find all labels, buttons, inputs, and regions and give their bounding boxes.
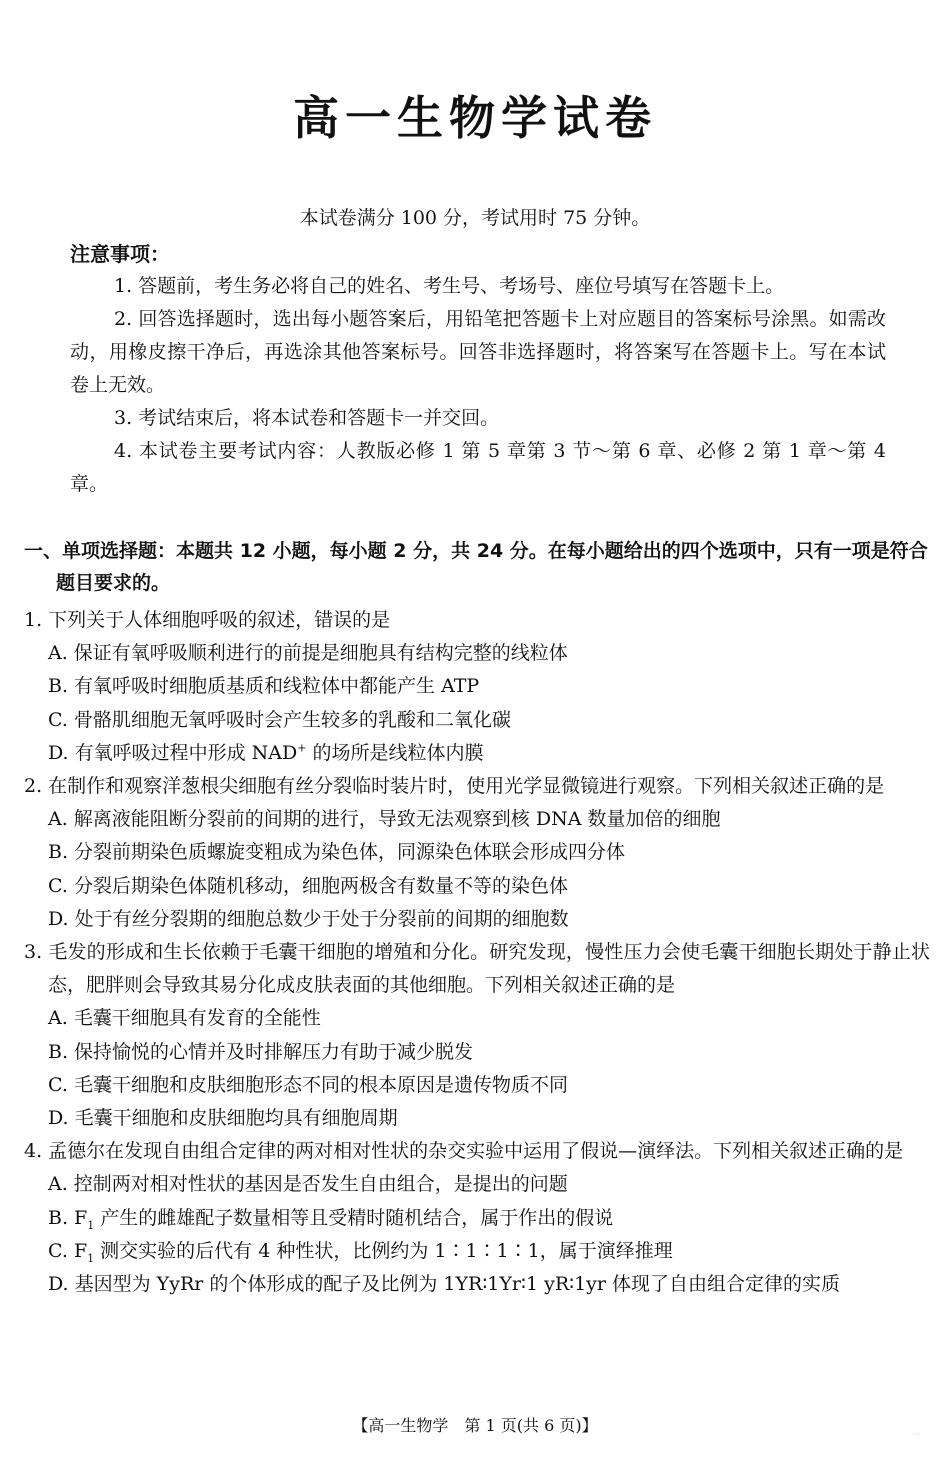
option-text: D. 有氧呼吸过程中形成 NAD [48,741,298,764]
option-c: C. 骨骼肌细胞无氧呼吸时会产生较多的乳酸和二氧化碳 [48,708,511,731]
option-c: C. 毛囊干细胞和皮肤细胞形态不同的根本原因是遗传物质不同 [48,1073,568,1096]
question-4 [24,1135,930,1301]
subscript: 1 [87,1251,95,1265]
notice-item: 1. 答题前，考生务必将自己的姓名、考生号、考场号、座位号填写在答题卡上。 [114,275,785,297]
question-3 [24,936,930,1135]
option-text: 产生的雌雄配子数量相等且受精时随机结合，属于作出的假说 [94,1206,614,1229]
option-text: C. F [48,1239,88,1262]
question-stem: 1. 下列关于人体细胞呼吸的叙述，错误的是 [24,609,391,631]
option-d [24,737,930,770]
option-a: A. 控制两对相对性状的基因是否发生自由组合，是提出的问题 [48,1173,568,1196]
exam-info: 本试卷满分 100 分，考试用时 75 分钟。 [299,207,651,229]
section-heading: 一、单项选择题：本题共 12 小题，每小题 2 分，共 24 分。在每小题给出的四个选项中，只有一项是符合题目要求的。 [24,540,928,594]
option-d: D. 处于有丝分裂期的细胞总数少于处于分裂前的间期的细胞数 [48,907,569,930]
option-c: C. 分裂后期染色体随机移动，细胞两极含有数量不等的染色体 [48,874,568,897]
question-stem: 2. 在制作和观察洋葱根尖细胞有丝分裂临时装片时，使用光学显微镜进行观察。下列相关叙述正确的是 [24,775,885,798]
option-b [24,1202,930,1235]
subscript: 1 [87,1218,95,1232]
question-list [24,604,930,1301]
notice-heading: 注意事项： [70,242,170,266]
option-d: D. 基因型为 YyRr 的个体形成的配子及比例为 1YR∶1Yr∶1 yR∶1yr 体现了自由组合定律的实质 [48,1273,841,1296]
option-d: D. 毛囊干细胞和皮肤细胞均具有细胞周期 [48,1107,398,1130]
option-b: B. 保持愉悦的心情并及时排解压力有助于减少脱发 [48,1040,474,1063]
corner-mark: ·· [914,1430,920,1440]
page-footer: 【高一生物学 第 1 页(共 6 页)】 [352,1416,598,1435]
option-text: 的场所是线粒体内膜 [306,741,484,764]
question-stem: 3. 毛发的形成和生长依赖于毛囊干细胞的增殖和分化。研究发现，慢性压力会使毛囊干细胞长期处于静止状态，肥胖则会导致其易分化成皮肤表面的其他细胞。下列相关叙述正确的是 [24,941,930,997]
option-b: B. 分裂前期染色质螺旋变粗成为染色体，同源染色体联会形成四分体 [48,841,626,864]
question-stem: 4. 孟德尔在发现自由组合定律的两对相对性状的杂交实验中运用了假说—演绎法。下列相关叙述正确的是 [24,1140,904,1163]
notice-item: 3. 考试结束后，将本试卷和答题卡一并交回。 [114,407,500,429]
notice-item: 2. 回答选择题时，选出每小题答案后，用铅笔把答题卡上对应题目的答案标号涂黑。如需改动，用橡皮擦干净后，再选涂其他答案标号。回答非选择题时，将答案写在答题卡上。写在本试卷上无效。 [70,308,886,396]
notice-item: 4. 本试卷主要考试内容：人教版必修 1 第 5 章第 3 节～第 6 章、必修 2 第 1 章～第 4 章。 [70,440,886,495]
question-2 [24,770,930,936]
option-text: B. F [48,1206,88,1229]
superscript: + [297,741,307,755]
notice-list [70,270,886,501]
option-a: A. 解离液能阻断分裂前的间期的进行，导致无法观察到核 DNA 数量加倍的细胞 [48,808,721,831]
option-text: 测交实验的后代有 4 种性状，比例约为 1∶1∶1∶1，属于演绎推理 [94,1239,673,1262]
question-1 [24,604,930,770]
option-a: A. 保证有氧呼吸顺利进行的前提是细胞具有结构完整的线粒体 [48,642,568,665]
option-a: A. 毛囊干细胞具有发育的全能性 [48,1007,321,1030]
option-b: B. 有氧呼吸时细胞质基质和线粒体中都能产生 ATP [48,675,480,698]
option-c [24,1235,930,1268]
page-title: 高一生物学试卷 [293,91,657,145]
